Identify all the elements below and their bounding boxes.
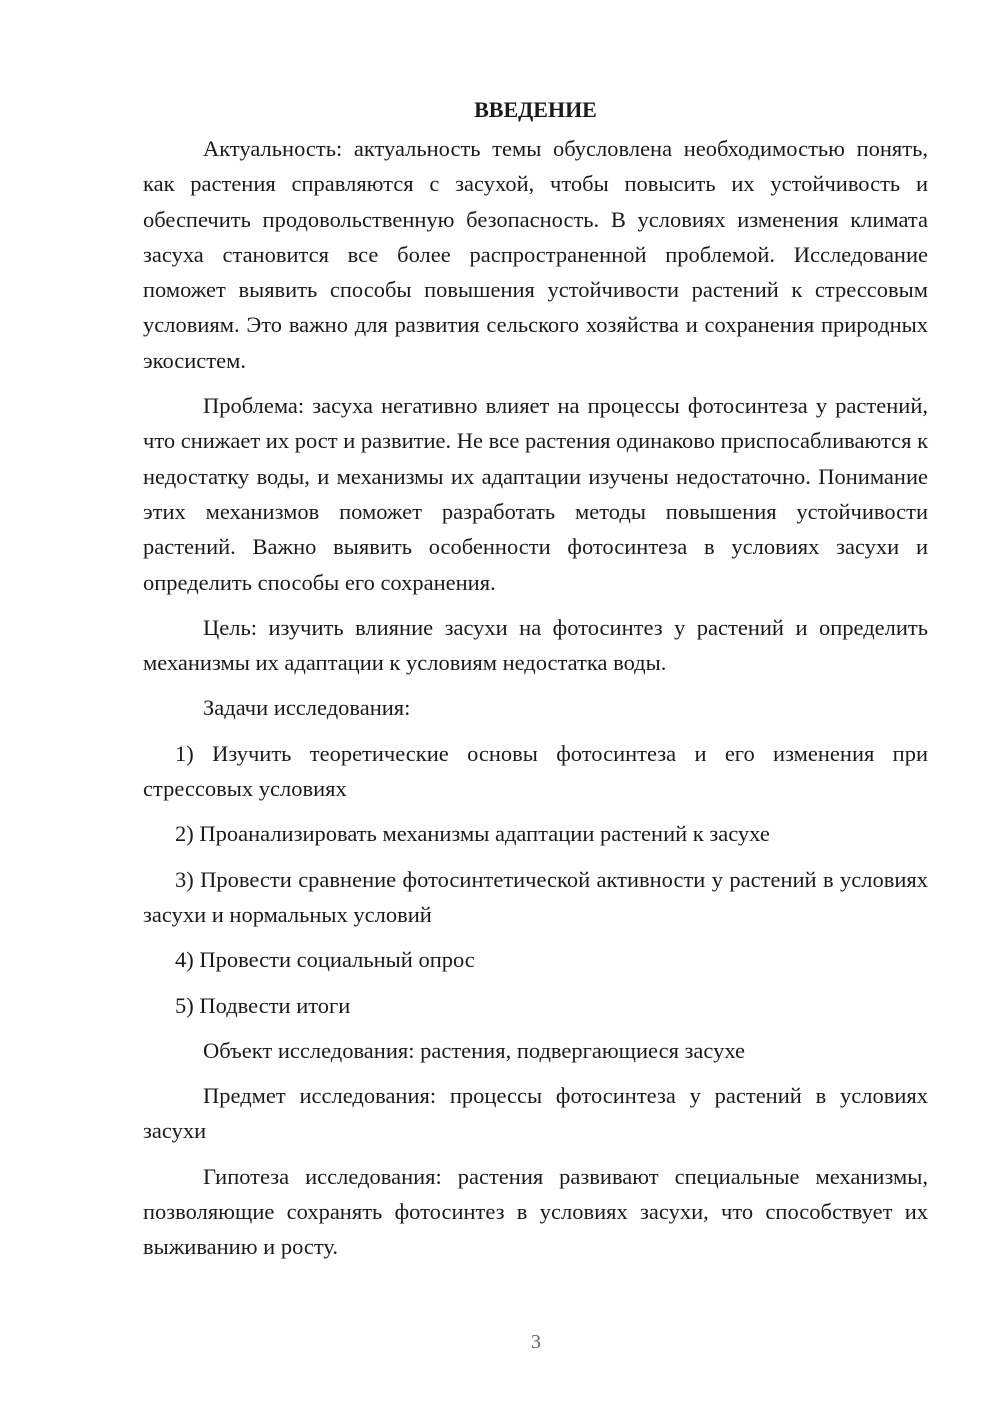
relevance-paragraph: Актуальность: актуальность темы обусловлена необходимостью понять, как растения справляются с засухой, чтобы повысить их устойчивость и обеспечить продовольственную безопасность. В условиях изменения климата засуха становится все более распространенной проблемой. Исследование поможет выявить способы повышения устойчивости растений к стрессовым условиям. Это важно для развития сельского хозяйства и сохранения природных экосистем. <box>143 136 928 373</box>
task-item-2: 2) Проанализировать механизмы адаптации растений к засухе <box>175 821 770 847</box>
task-item-5: 5) Подвести итоги <box>175 992 351 1018</box>
hypothesis-paragraph: Гипотеза исследования: растения развивают специальные механизмы, позволяющие сохранять фотосинтез в условиях засухи, что способствует их выживанию и росту. <box>143 1163 928 1260</box>
problem-paragraph: Проблема: засуха негативно влияет на процессы фотосинтеза у растений, что снижает их рост и развитие. Не все растения одинаково приспосабливаются к недостатку воды, и механизмы их адаптации изучены недостаточно. Понимание этих механизмов поможет разработать методы повышения устойчивости растений. Важно выявить особенности фотосинтеза в условиях засухи и определить способы его сохранения. <box>143 393 928 595</box>
task-item-4: 4) Провести социальный опрос <box>175 947 475 973</box>
task-item-1: 1) Изучить теоретические основы фотосинтеза и его изменения при стрессовых условиях <box>143 740 928 802</box>
tasks-heading: Задачи исследования: <box>203 695 411 721</box>
subject-paragraph: Предмет исследования: процессы фотосинтеза у растений в условиях засухи <box>143 1083 928 1144</box>
page-title: ВВЕДЕНИЕ <box>474 97 597 122</box>
document-page <box>143 92 928 1275</box>
task-item-3: 3) Провести сравнение фотосинтетической активности у растений в условиях засухи и нормальных условий <box>143 866 928 927</box>
page-number: 3 <box>531 1331 541 1353</box>
object-paragraph: Объект исследования: растения, подвергающиеся засухе <box>203 1037 746 1063</box>
goal-paragraph: Цель: изучить влияние засухи на фотосинтез у растений и определить механизмы их адаптации к условиям недостатка воды. <box>143 614 928 676</box>
